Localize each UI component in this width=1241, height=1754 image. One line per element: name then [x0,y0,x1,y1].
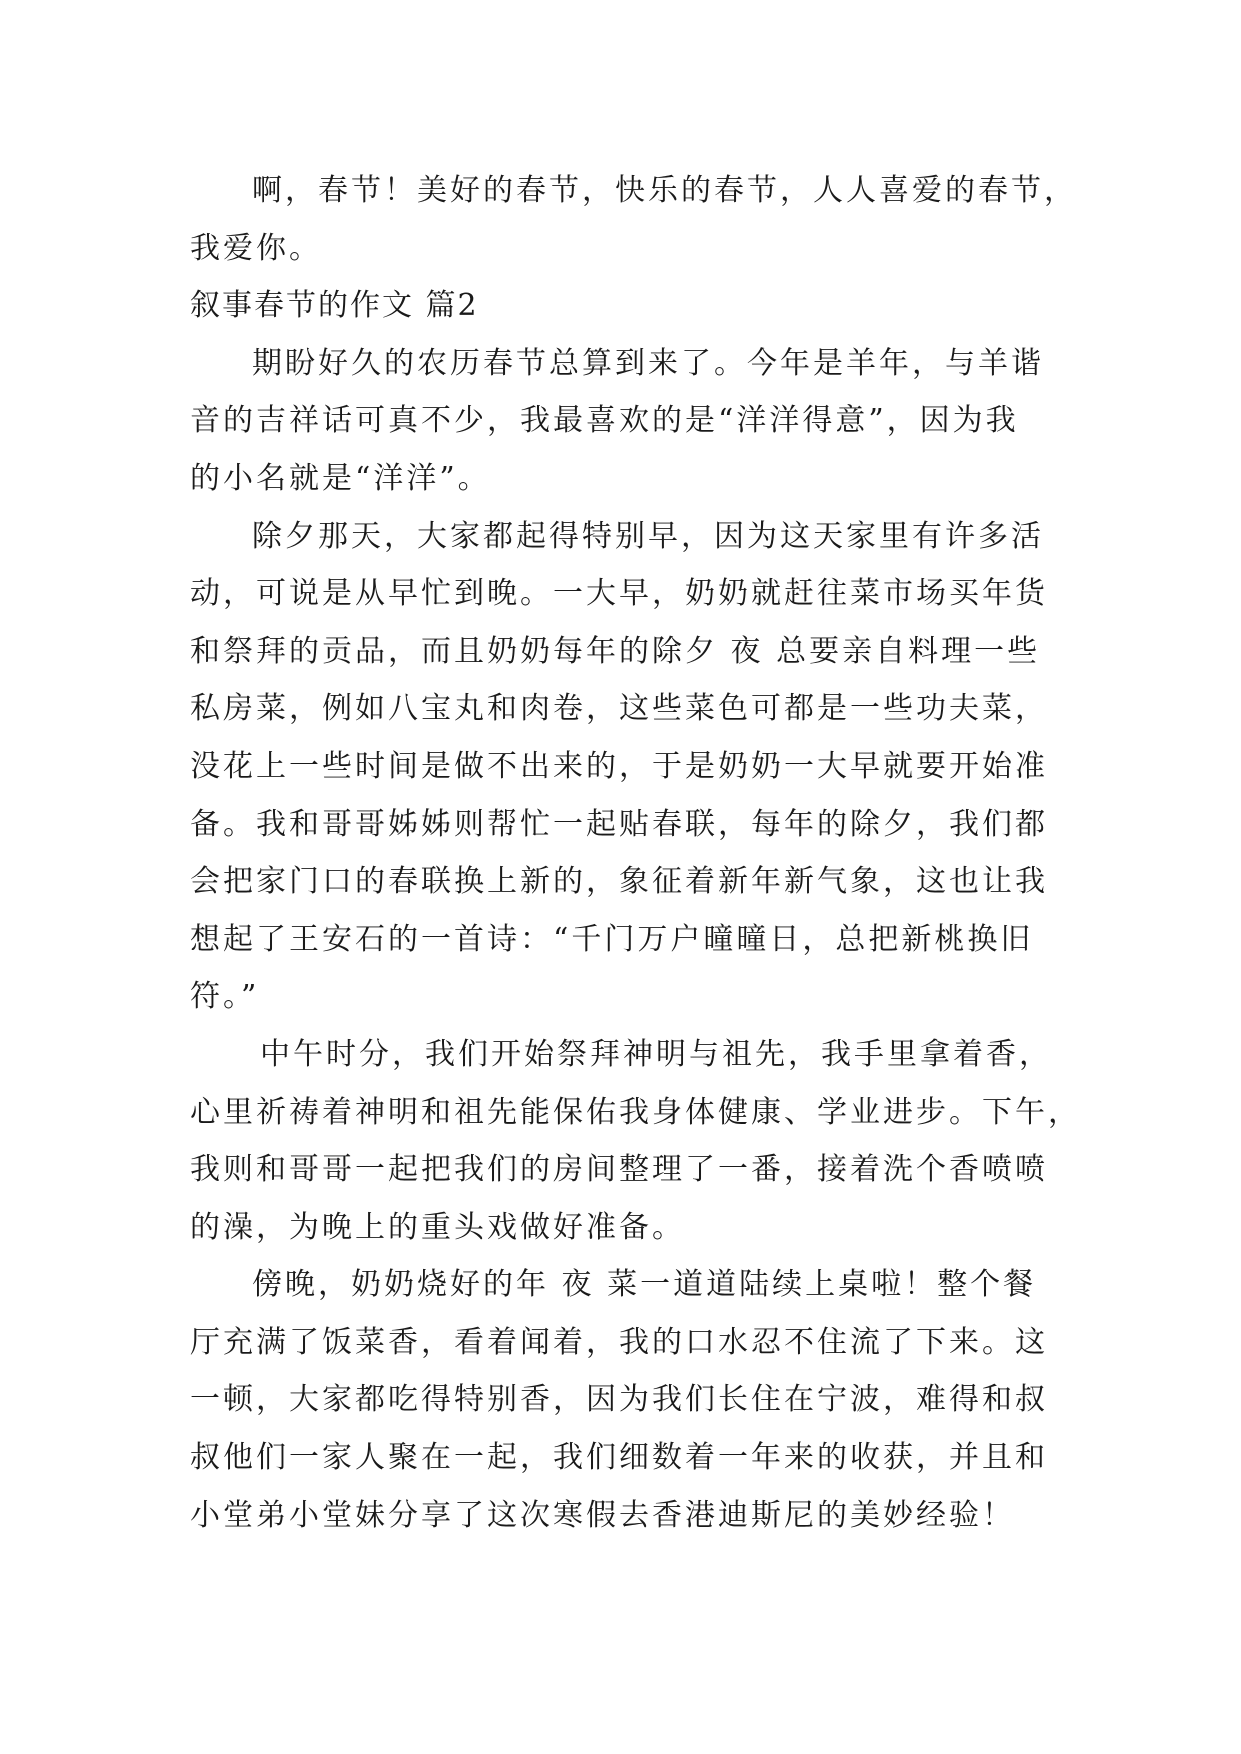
paragraph-line: 中午时分，我们开始祭拜神明与祖先，我手里拿着香， [260,1036,1052,1072]
paragraph-line: 的澡，为晚上的重头戏做好准备。 [190,1209,685,1245]
paragraph-line: 动，可说是从早忙到晚。一大早，奶奶就赶往菜市场买年货 [190,576,1048,612]
paragraph-line: 除夕那天，大家都起得特别早，因为这天家里有许多活 [252,518,1044,554]
paragraph-line: 期盼好久的农历春节总算到来了。今年是羊年，与羊谐 [252,345,1044,381]
paragraph-2 [190,508,1050,1026]
paragraph-line: 我爱你。 [190,230,322,266]
paragraph-line: 厅充满了饭菜香，看着闻着，我的口水忍不住流了下来。这 [190,1324,1048,1360]
paragraph-line: 音的吉祥话可真不少，我最喜欢的是“洋洋得意”，因为我 [190,403,1019,439]
paragraph-line: 小堂弟小堂妹分享了这次寒假去香港迪斯尼的美妙经验！ [190,1497,1015,1533]
paragraph-line: 的小名就是“洋洋”。 [190,460,491,496]
paragraph-line: 叔他们一家人聚在一起，我们细数着一年来的收获，并且和 [190,1440,1048,1476]
paragraph-line: 备。我和哥哥姊姊则帮忙一起贴春联，每年的除夕，我们都 [190,806,1048,842]
paragraph-line: 一顿，大家都吃得特别香，因为我们长住在宁波，难得和叔 [190,1382,1048,1418]
paragraph-line: 符。” [190,979,260,1015]
section-heading: 叙事春节的作文 篇2 [190,288,479,324]
paragraph-1 [190,335,1050,508]
paragraph-line: 我则和哥哥一起把我们的房间整理了一番，接着洗个香喷喷 [190,1152,1048,1188]
paragraph-3 [190,1026,1081,1256]
paragraph-line: 没花上一些时间是做不出来的，于是奶奶一大早就要开始准 [190,748,1048,784]
document-page [190,162,1081,1544]
paragraph-line: 啊，春节！美好的春节，快乐的春节，人人喜爱的春节， [252,173,1077,208]
paragraph-line: 私房菜，例如八宝丸和肉卷，这些菜色可都是一些功夫菜， [190,691,1048,727]
paragraph-line: 会把家门口的春联换上新的，象征着新年新气象，这也让我 [190,864,1048,900]
closing-paragraph [190,162,1077,277]
paragraph-line: 和祭拜的贡品，而且奶奶每年的除夕 夜 总要亲自料理一些 [190,633,1041,669]
paragraph-line: 心里祈祷着神明和祖先能保佑我身体健康、学业进步。下午， [190,1094,1081,1130]
paragraph-line: 傍晚，奶奶烧好的年 夜 菜一道道陆续上桌啦！整个餐 [252,1267,1037,1303]
paragraph-line: 想起了王安石的一首诗：“千门万户曈曈日，总把新桃换旧 [190,921,1034,957]
paragraph-4 [190,1256,1050,1544]
